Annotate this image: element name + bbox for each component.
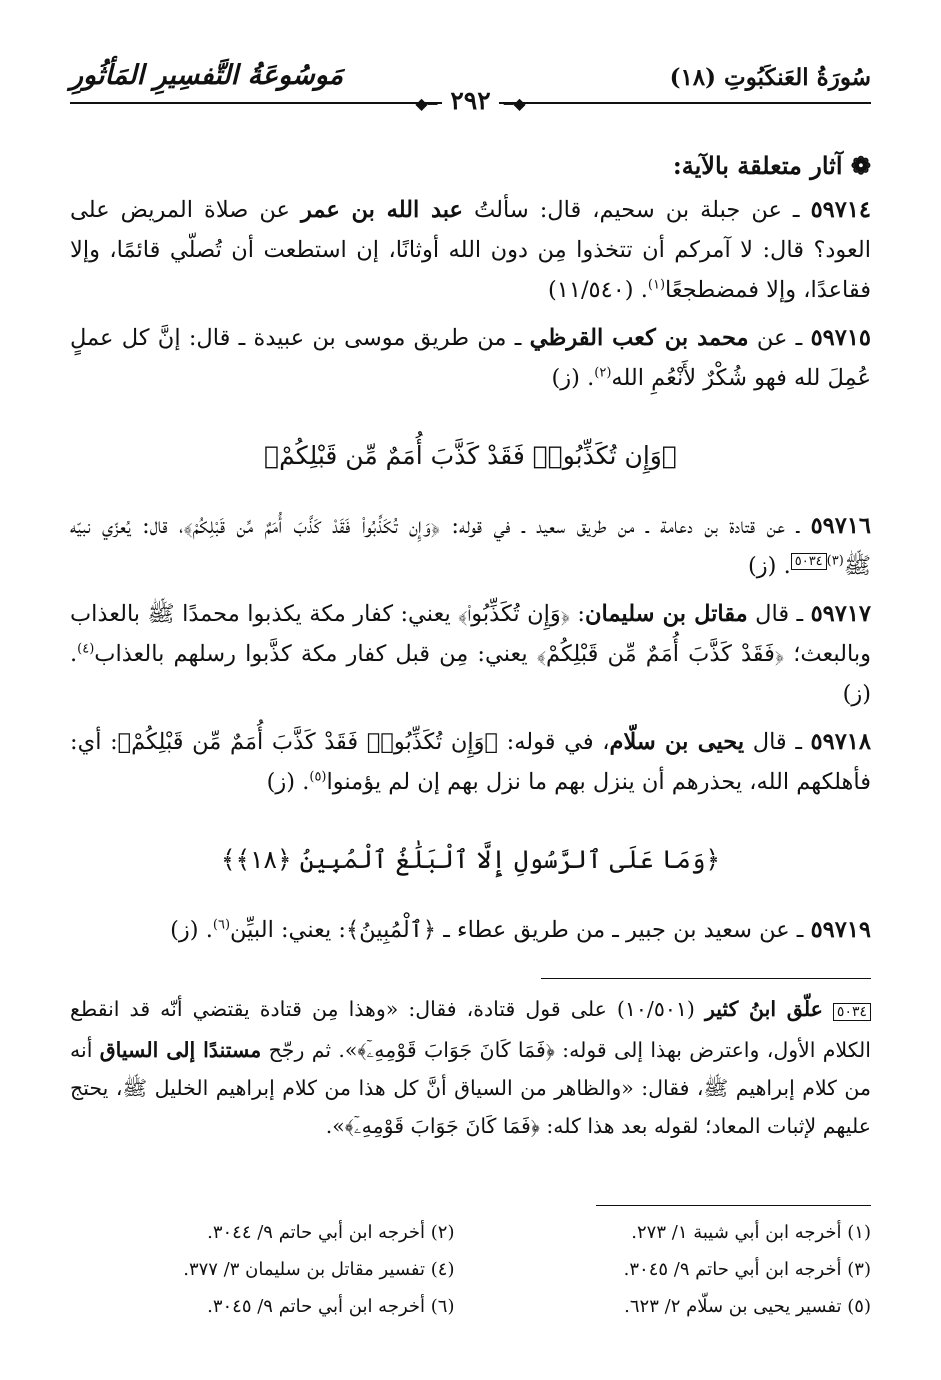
book-title: مَوسُوعَةُ التَّفسِيرِ المَأثُورِ — [70, 60, 344, 91]
main-text — [70, 146, 871, 958]
flower-ornament-icon: ❁ — [850, 151, 871, 180]
narrator-name: قتادة بن دعامة — [660, 513, 756, 539]
ornament-icon: ━◆ — [415, 94, 438, 113]
narration-59716: ٥٩٧١٦ ـ عن قتادة بن دعامة ـ من طريق سعيد ـ في قوله: ﴿وَإِن تُكَذِّبُوا۟ فَقَدْ كَذَّبَ أُمَمٌ مِّن قَبْلِكُمْ﴾، قال: يُعزّي نبيّه ﷺ$^{(٣)٥٠٣٤}$. (ز) — [70, 513, 872, 579]
page-number-block — [0, 86, 941, 115]
footnote-row — [70, 1251, 871, 1288]
narrator-name: مقاتل بن سليمان — [585, 601, 748, 627]
footnote-item: (١) أخرجه ابن أبي شيبة ١/ ٢٧٣. — [631, 1222, 871, 1243]
note-separator — [541, 978, 871, 979]
page-number: ٢٩٢ — [442, 86, 498, 115]
narration-59717: ٥٩٧١٧ ـ قال مقاتل بن سليمان: ﴿وَإِن تُكَذِّبُوا۟﴾ يعني: كفار مكة يكذبوا محمدًا ﷺ بالعذاب وبالبعث؛ ﴿فَقَدْ كَذَّبَ أُمَمٌ مِّن قَبْلِكُمْ﴾ يعني: مِن قبل كفار مكة كذَّبوا رسلهم بالعذاب$^{(٤)}$. (ز) — [70, 601, 871, 707]
narrator-name: سعيد بن جبير — [626, 917, 752, 943]
footnote-item: (٦) أخرجه ابن أبي حاتم ٩/ ٣٠٤٥. — [207, 1296, 455, 1317]
quran-verse: ﴿وَإِن تُكَذِّبُوا۟ فَقَدْ كَذَّبَ أُمَمٌ مِّن قَبْلِكُمْ﴾ — [264, 441, 677, 470]
footnote-ref: (٦) — [212, 917, 231, 933]
footnote-ref: (٤) — [77, 641, 95, 657]
quran-quote: ﴿وَإِن تُكَذِّبُوا۟﴾ — [458, 601, 570, 627]
narration-number: ٥٩٧١٩ — [810, 917, 871, 943]
footnote-row — [70, 1214, 871, 1251]
narration-59719: ٥٩٧١٩ ـ عن سعيد بن جبير ـ من طريق عطاء ـ ﴿ٱلْمُبِينُ﴾: يعني: البيِّن$^{(٦)}$. (ز) — [170, 917, 871, 943]
narration-59714: ٥٩٧١٤ ـ عن جبلة بن سحيم، قال: سألتُ عبد الله بن عمر عن صلاة المريض على العود؟ قال: لا آمركم أن تتخذوا مِن دون الله أوثانًا، إن استطعت أن تُصلّي قائمًا، وإلا فقاعدًا، وإلا فمضطجعًا$^{(١)}$. (١١/٥٤٠) — [70, 197, 871, 303]
narration-59715: ٥٩٧١٥ ـ عن محمد بن كعب القرظي ـ من طريق موسى بن عبيدة ـ قال: إنَّ كل عملٍ عُمِلَ لله فهو شُكْرٌ لأَنْعُمِ الله$^{(٢)}$. (ز) — [70, 325, 871, 391]
narrator-name: عبد الله بن عمر — [300, 197, 463, 223]
footnotes — [70, 1214, 871, 1325]
footnote-item: (٢) أخرجه ابن أبي حاتم ٩/ ٣٠٤٤. — [207, 1222, 455, 1243]
narration-number: ٥٩٧١٤ — [810, 197, 871, 223]
footnote-item: (٣) أخرجه ابن أبي حاتم ٩/ ٣٠٤٥. — [623, 1259, 871, 1280]
footnote-separator — [596, 1205, 871, 1206]
footnote-row — [70, 1288, 871, 1325]
narration-number: ٥٩٧١٦ — [810, 513, 872, 539]
emphasis-text: مستندًا إلى السياق — [99, 1038, 262, 1062]
surah-title: سُورَةُ العَنكَبُوتِ (١٨) — [669, 64, 871, 91]
footnote-ref: (١) — [647, 277, 666, 293]
narration-59718: ٥٩٧١٨ ـ قال يحيى بن سلّام، في قوله: ﴿وَإِن تُكَذِّبُوا۟ فَقَدْ كَذَّبَ أُمَمٌ مِّن قَبْلِكُمْ﴾: أي: فأهلكهم الله، يحذرهم أن ينزل بهم ما نزل بهم إن لم يؤمنوا$^{(٥)}$. (ز) — [70, 729, 871, 795]
quran-quote: ﴿وَإِن تُكَذِّبُوا۟ فَقَدْ كَذَّبَ أُمَمٌ مِّن قَبْلِكُمْ﴾ — [183, 513, 441, 539]
commentary-ref-box: ٥٠٣٤ — [833, 1003, 871, 1021]
footnote-ref: (٥) — [309, 769, 327, 785]
narration-number: ٥٩٧١٧ — [810, 601, 871, 627]
footnote-item: (٤) تفسير مقاتل بن سليمان ٣/ ٣٧٧. — [183, 1259, 455, 1280]
quran-quote: ﴿ٱلْمُبِينُ﴾ — [345, 917, 437, 943]
section-heading: ❁ آثار متعلقة بالآية: — [672, 151, 871, 180]
quran-verse: ﴿وَمَا عَلَى ٱلرَّسُولِ إِلَّا ٱلْبَلَٰغُ ٱلْمُبِينُ ﴿١٨﴾﴾ — [220, 845, 721, 874]
quran-quote: ﴿فَمَا كَانَ جَوَابَ قَوْمِهِۦٓ﴾ — [344, 1114, 540, 1138]
narrator-name: يحيى بن سلّام — [609, 729, 745, 755]
quran-quote: ﴿فَقَدْ كَذَّبَ أُمَمٌ مِّن قَبْلِكُمْ﴾ — [536, 641, 785, 667]
footnote-item: (٥) تفسير يحيى بن سلّام ٢/ ٦٢٣. — [624, 1296, 871, 1317]
ornament-icon: ◆━ — [503, 94, 526, 113]
quran-quote: ﴿وَإِن تُكَذِّبُوا۟ فَقَدْ كَذَّبَ أُمَمٌ مِّن قَبْلِكُمْ﴾ — [117, 729, 498, 755]
commentary-ref-box: ٥٠٣٤ — [791, 553, 827, 570]
narration-number: ٥٩٧١٨ — [810, 729, 871, 755]
footnote-ref: (٣) — [826, 553, 844, 569]
narration-number: ٥٩٧١٥ — [810, 325, 871, 351]
footnote-ref: (٢) — [594, 365, 612, 381]
scholar-name: علّق ابنُ كثير — [704, 997, 823, 1021]
commentary-note: ٥٠٣٤ علّق ابنُ كثير (١٠/٥٠١) على قول قتادة، فقال: «وهذا مِن قتادة يقتضي أنّه قد انقطع الكلام الأول، واعترض بهذا إلى قوله: ﴿فَمَا كَانَ جَوَابَ قَوْمِهِۦٓ﴾». ثم رجّح مستندًا إلى السياق أنه من كلام إبراهيم ﷺ، فقال: «والظاهر من السياق أنَّ كل هذا من كلام إبراهيم الخليل ﷺ، يحتج عليهم لإثبات المعاد؛ لقوله بعد هذا كله: ﴿فَمَا كَانَ جَوَابَ قَوْمِهِۦٓ﴾». — [70, 997, 871, 1138]
quran-quote: ﴿فَمَا كَانَ جَوَابَ قَوْمِهِۦٓ﴾ — [357, 1038, 555, 1062]
narrator-name: محمد بن كعب القرظي — [529, 325, 749, 351]
